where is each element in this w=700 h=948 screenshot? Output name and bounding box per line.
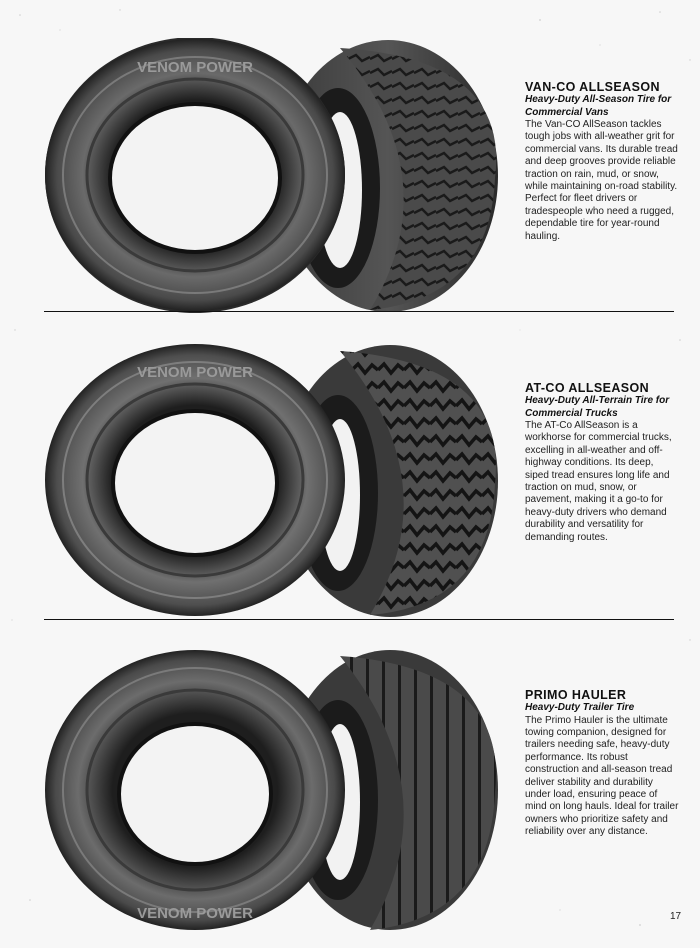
product-section-at-co <box>0 343 700 643</box>
product-subtitle: Heavy-Duty All-Terrain Tire for Commercial Trucks <box>525 395 670 419</box>
section-divider <box>44 619 674 620</box>
page-number: 17 <box>670 911 682 922</box>
sidewall-brand-text: VENOM POWER <box>137 59 253 76</box>
product-subtitle: Heavy-Duty Trailer Tire <box>525 702 635 713</box>
sidewall-brand-text: VENOM POWER <box>137 364 253 381</box>
tire-pair-image <box>40 648 510 948</box>
sidewall-brand-text: VENOM POWER <box>137 905 253 922</box>
product-name: VAN-CO ALLSEASON <box>525 80 660 94</box>
product-copy <box>525 688 680 839</box>
product-name: PRIMO HAULER <box>525 688 627 702</box>
tire-pair-image <box>40 38 510 338</box>
tire-sidewall-view <box>45 650 345 930</box>
product-description: The AT-Co AllSeason is a workhorse for commercial trucks, excelling in all-weather and off-highway conditions. Its deep, siped tread ensures long life and traction on mud, snow, or pavement, making it a go-to for heavy-duty drivers who demand durability and versatility for demanding routes. <box>525 420 672 543</box>
product-section-primo-hauler <box>0 648 700 948</box>
product-name: AT-CO ALLSEASON <box>525 381 650 395</box>
product-copy <box>525 80 680 243</box>
section-divider <box>44 311 674 312</box>
tire-sidewall-view <box>45 344 345 616</box>
tire-pair-image <box>40 343 510 643</box>
product-description: The Van-CO AllSeason tackles tough jobs with all-weather grit for commercial vans. Its durable tread and deep grooves provide reliable traction on rain, mud, or snow, while maintaining on-road stability. Perfect for fleet drivers or tradespeople who need a rugged, dependable tire for year-round hauling. <box>525 119 678 242</box>
product-section-van-co <box>0 38 700 338</box>
product-subtitle: Heavy-Duty All-Season Tire for Commercial Vans <box>525 94 672 118</box>
product-copy <box>525 381 680 544</box>
product-description: The Primo Hauler is the ultimate towing companion, designed for trailers needing safe, heavy-duty performance. Its robust construction and all-season tread deliver stability and durability under load, ensuring peace of mind on long hauls. Ideal for trailer owners who prioritize safety and reliability over any distance. <box>525 714 679 838</box>
tire-sidewall-view <box>45 38 345 313</box>
